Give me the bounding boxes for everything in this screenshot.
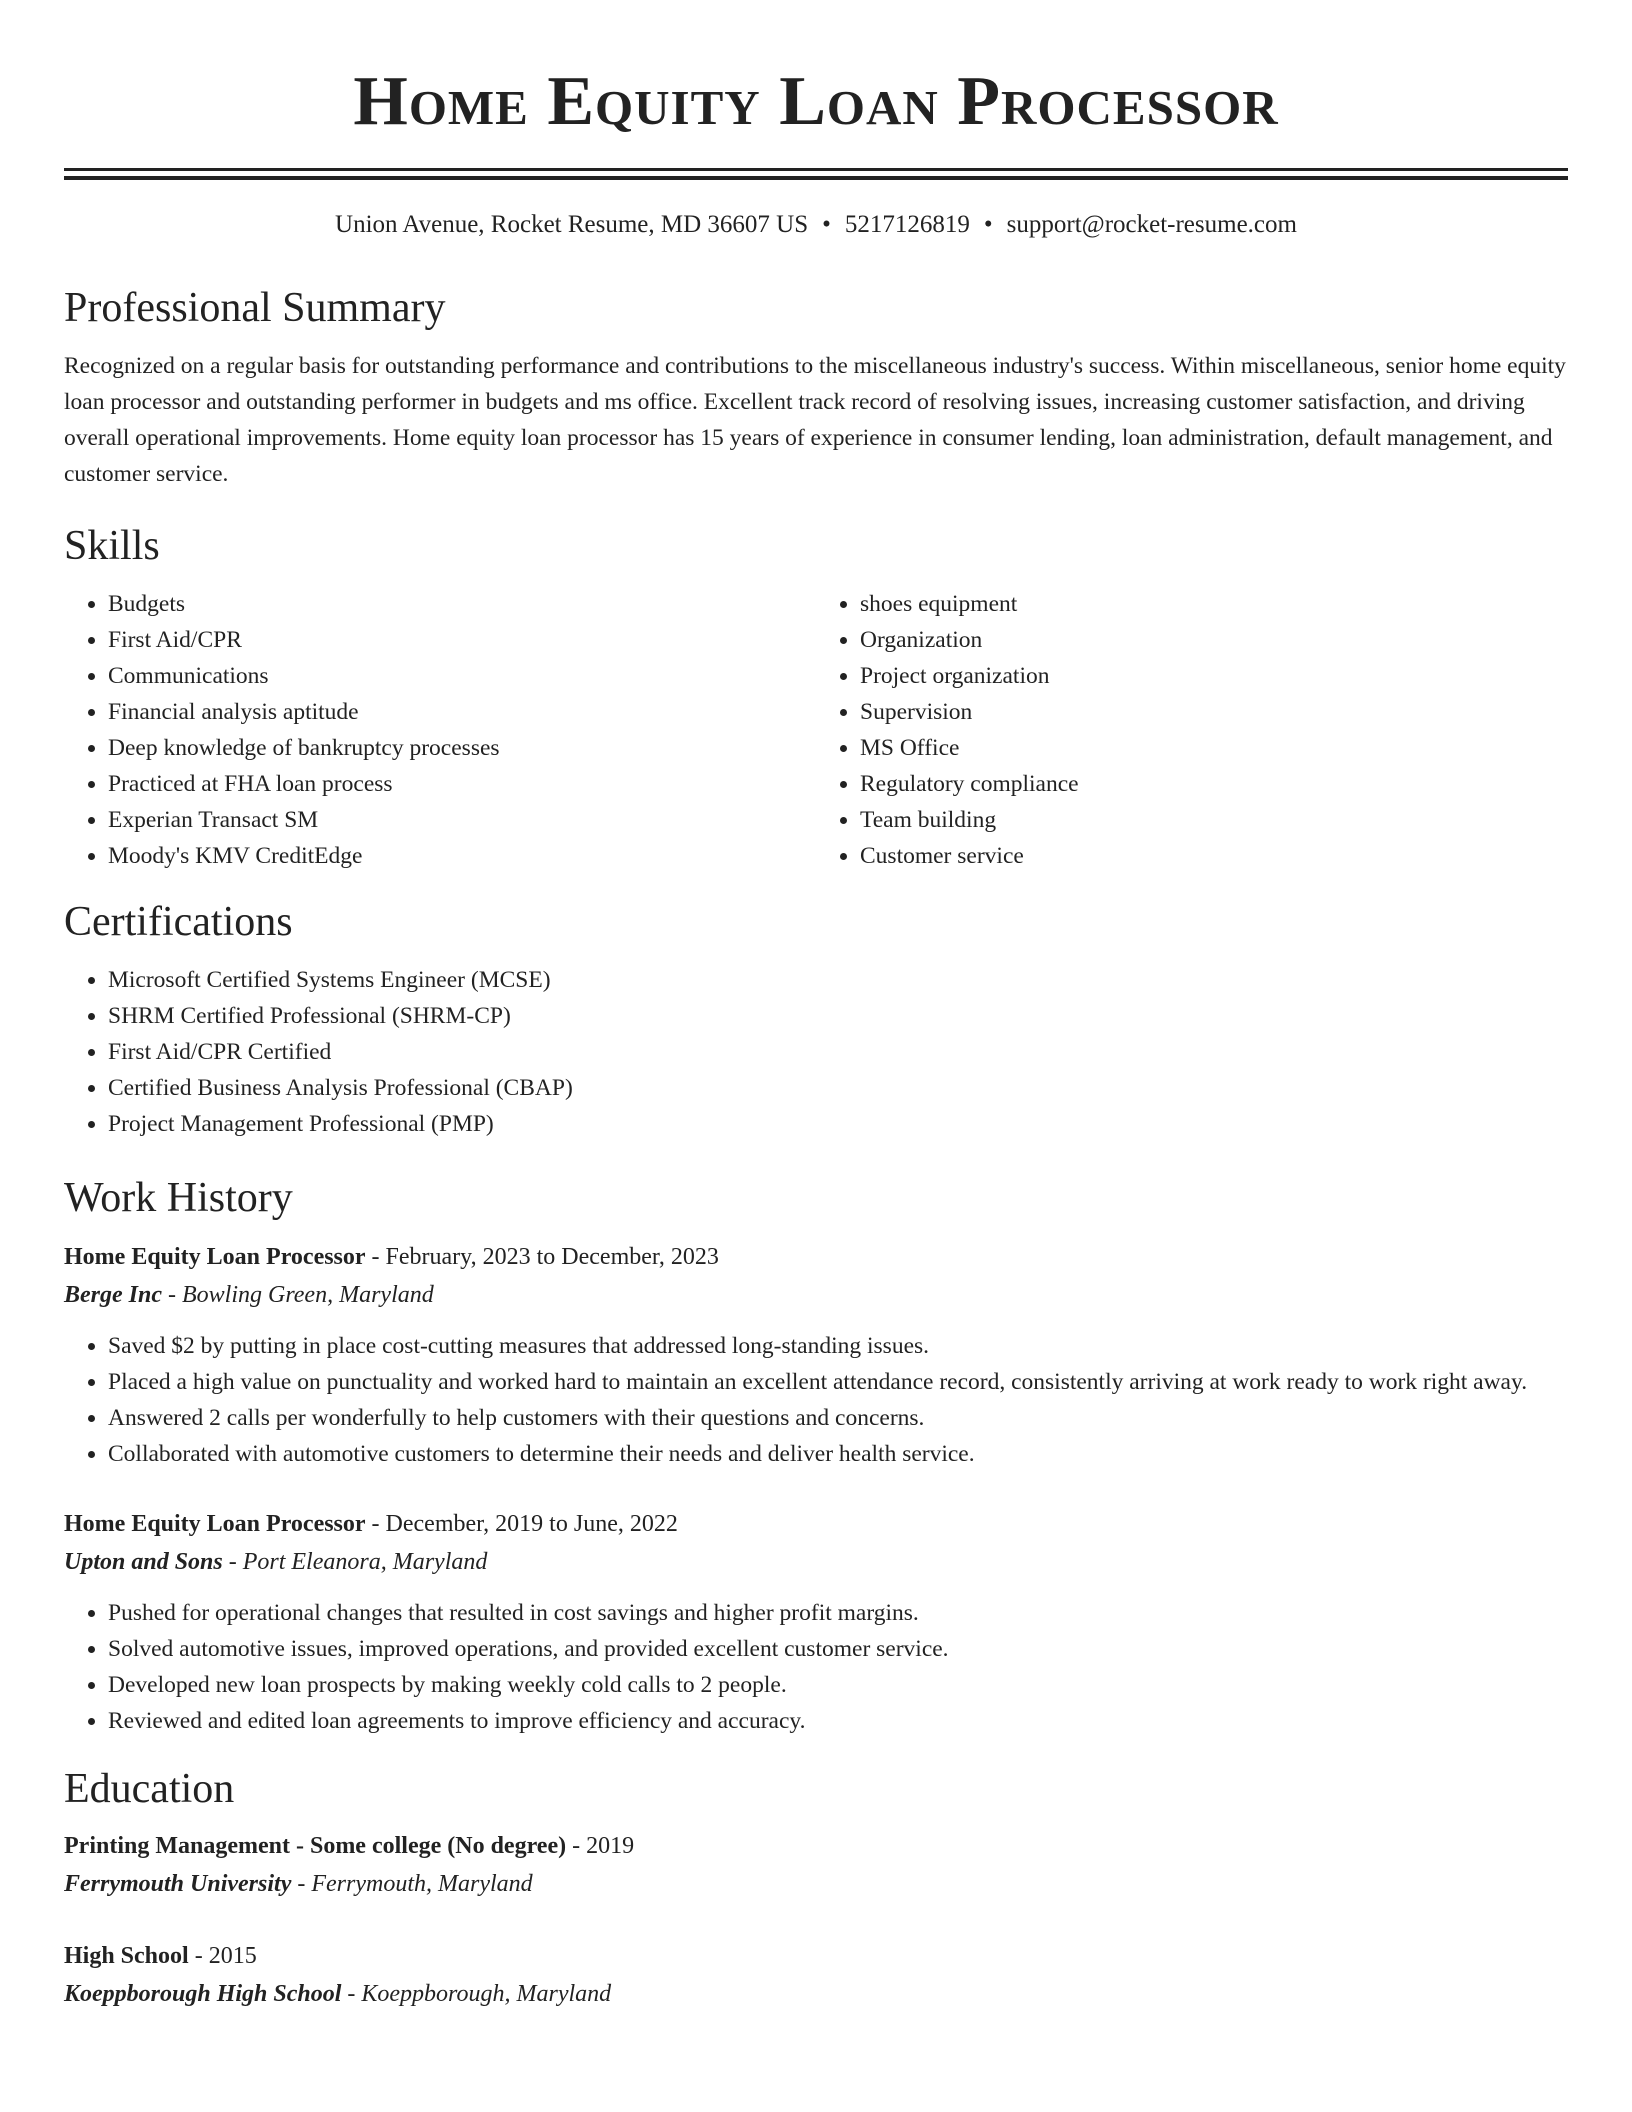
skills-right-list bbox=[816, 586, 1568, 874]
job-company-line bbox=[64, 1543, 1568, 1581]
certification-item: • Project Management Professional (PMP) bbox=[108, 1106, 1568, 1142]
skill-item: • Budgets bbox=[108, 586, 816, 622]
job-bullets bbox=[64, 1328, 1568, 1472]
job-bullets bbox=[64, 1595, 1568, 1739]
job-bullet: • Developed new loan prospects by making weekly cold calls to 2 people. bbox=[108, 1667, 1568, 1703]
job-bullet: • Answered 2 calls per wonderfully to help customers with their questions and concerns. bbox=[108, 1400, 1568, 1436]
skill-item: • MS Office bbox=[860, 730, 1568, 766]
education-year: - 2015 bbox=[188, 1943, 257, 1969]
work-history-heading: Work History bbox=[64, 1175, 293, 1221]
education-degree: High School bbox=[64, 1943, 189, 1969]
job-dates: - February, 2023 to December, 2023 bbox=[365, 1244, 719, 1270]
education-heading: Education bbox=[64, 1766, 235, 1812]
job-location: - Port Eleanora, Maryland bbox=[222, 1549, 488, 1575]
skills-columns bbox=[64, 586, 1568, 874]
job-company: Berge Inc bbox=[64, 1282, 162, 1308]
education-location: - Ferrymouth, Maryland bbox=[291, 1871, 533, 1897]
contact-phone: 5217126819 bbox=[844, 211, 970, 238]
certification-item: • Certified Business Analysis Professional (CBAP) bbox=[108, 1070, 1568, 1106]
education-school-line bbox=[64, 1975, 1568, 2013]
job-dates: - December, 2019 to June, 2022 bbox=[365, 1511, 678, 1537]
education-year: - 2019 bbox=[566, 1833, 635, 1859]
job-bullet: • Reviewed and edited loan agreements to improve efficiency and accuracy. bbox=[108, 1703, 1568, 1739]
skill-item: • Financial analysis aptitude bbox=[108, 694, 816, 730]
skill-item: • Customer service bbox=[860, 838, 1568, 874]
job-title: Home Equity Loan Processor bbox=[64, 1244, 366, 1270]
skill-item: • Moody's KMV CreditEdge bbox=[108, 838, 816, 874]
certification-item: • Microsoft Certified Systems Engineer (MCSE) bbox=[108, 962, 1568, 998]
skill-item: • Communications bbox=[108, 658, 816, 694]
skill-item: • Regulatory compliance bbox=[860, 766, 1568, 802]
skill-item: • Deep knowledge of bankruptcy processes bbox=[108, 730, 816, 766]
certification-item: • First Aid/CPR Certified bbox=[108, 1034, 1568, 1070]
job-bullet: • Pushed for operational changes that resulted in cost savings and higher profit margins. bbox=[108, 1595, 1568, 1631]
skill-item: • shoes equipment bbox=[860, 586, 1568, 622]
job-entry bbox=[64, 1505, 1568, 1739]
education-school: Ferrymouth University bbox=[64, 1871, 292, 1897]
contact-separator: • bbox=[822, 211, 831, 238]
contact-address: Union Avenue, Rocket Resume, MD 36607 US bbox=[335, 211, 809, 238]
job-bullet: • Collaborated with automotive customers to determine their needs and deliver health service. bbox=[108, 1436, 1568, 1472]
job-entry bbox=[64, 1238, 1568, 1472]
skill-item: • Organization bbox=[860, 622, 1568, 658]
job-bullet: • Placed a high value on punctuality and worked hard to maintain an excellent attendance record, consistently arriving at work ready to work right away. bbox=[108, 1364, 1568, 1400]
job-bullet: • Saved $2 by putting in place cost-cutting measures that addressed long-standing issues. bbox=[108, 1328, 1568, 1364]
job-company: Upton and Sons bbox=[64, 1549, 223, 1575]
resume-title: Home Equity Loan Processor bbox=[353, 63, 1279, 140]
education-location: - Koeppborough, Maryland bbox=[341, 1981, 612, 2007]
skills-left-list bbox=[64, 586, 816, 874]
job-location: - Bowling Green, Maryland bbox=[162, 1282, 434, 1308]
skills-heading: Skills bbox=[64, 523, 160, 569]
education-header bbox=[64, 1937, 1568, 1975]
education-degree: Printing Management - Some college (No degree) bbox=[64, 1833, 567, 1859]
skill-item: • Team building bbox=[860, 802, 1568, 838]
contact-separator: • bbox=[983, 211, 993, 238]
certifications-list bbox=[64, 962, 1568, 1142]
summary-text: Recognized on a regular basis for outstanding performance and contributions to the miscellaneous industry's success. Within miscellaneous, senior home equity loan processor and outstanding performer in budgets and ms office. Excellent track record of resolving issues, increasing customer satisfaction, and driving overall operational improvements. Home equity loan processor has 15 years of experience in consumer lending, loan administration, default management, and customer service. bbox=[64, 353, 1566, 487]
job-header bbox=[64, 1238, 1568, 1276]
skill-item: • Practiced at FHA loan process bbox=[108, 766, 816, 802]
education-school-line bbox=[64, 1865, 1568, 1903]
education-entry bbox=[64, 1827, 1568, 1903]
contact-line bbox=[64, 208, 1568, 242]
certifications-heading: Certifications bbox=[64, 899, 293, 945]
contact-email: support@rocket-resume.com bbox=[1006, 211, 1297, 238]
skill-item: • Supervision bbox=[860, 694, 1568, 730]
job-bullet: • Solved automotive issues, improved operations, and provided excellent customer service. bbox=[108, 1631, 1568, 1667]
education-header bbox=[64, 1827, 1568, 1865]
skill-item: • Experian Transact SM bbox=[108, 802, 816, 838]
skill-item: • Project organization bbox=[860, 658, 1568, 694]
job-header bbox=[64, 1505, 1568, 1543]
job-company-line bbox=[64, 1276, 1568, 1314]
education-school: Koeppborough High School bbox=[64, 1981, 342, 2007]
title-divider bbox=[64, 168, 1568, 180]
certification-item: • SHRM Certified Professional (SHRM-CP) bbox=[108, 998, 1568, 1034]
education-entry bbox=[64, 1937, 1568, 2013]
skill-item: • First Aid/CPR bbox=[108, 622, 816, 658]
summary-heading: Professional Summary bbox=[64, 285, 446, 331]
job-title: Home Equity Loan Processor bbox=[64, 1511, 366, 1537]
